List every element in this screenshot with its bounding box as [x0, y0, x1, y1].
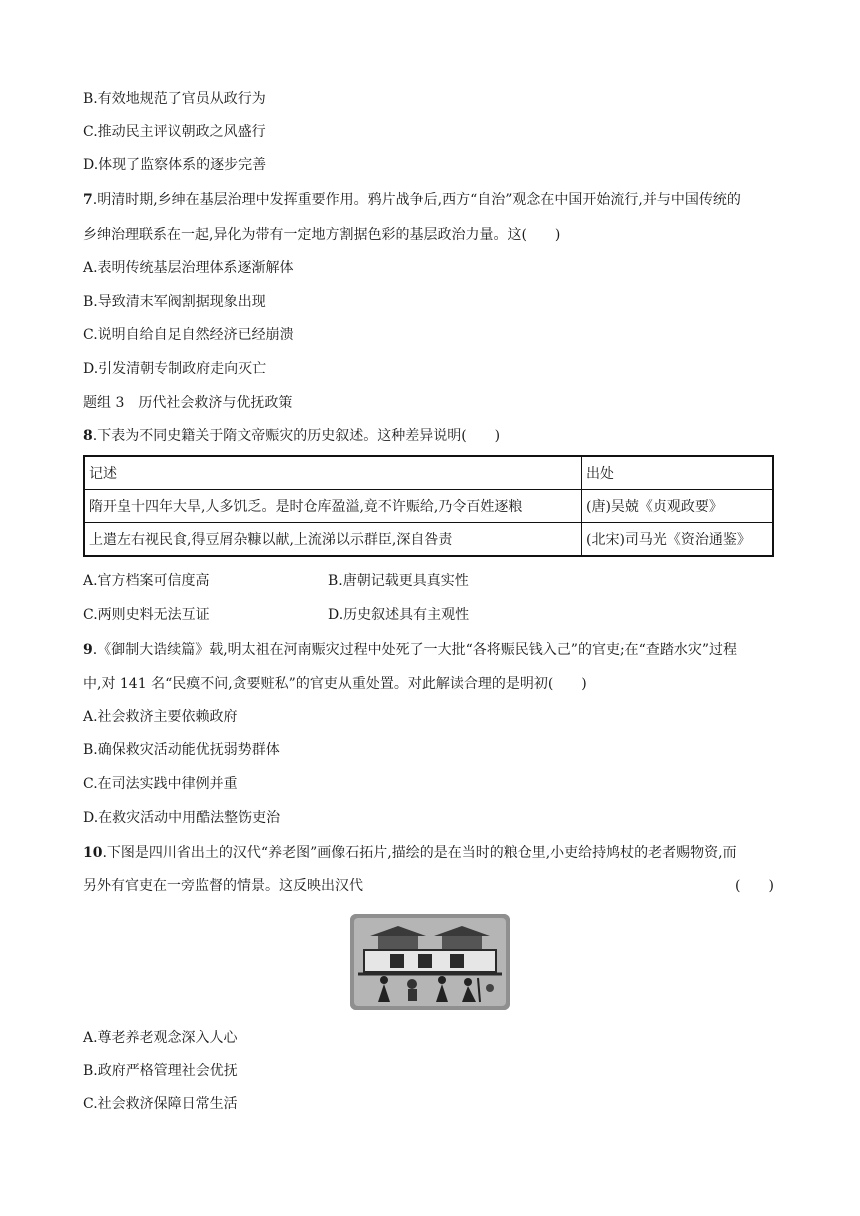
- q8-source-table: [83, 455, 774, 557]
- q8-option-a: A.官方档案可信度高: [83, 573, 210, 589]
- table-cell: (唐)吴兢《贞观政要》: [582, 490, 774, 523]
- q10-stem-line1: [83, 843, 737, 863]
- q8-stem-text: .下表为不同史籍关于隋文帝赈灾的历史叙述。这种差异说明( ): [92, 428, 501, 444]
- q7-stem-line2: 乡绅治理联系在一起,异化为带有一定地方割据色彩的基层政治力量。这( ): [83, 227, 561, 243]
- q7-option-c: C.说明自给自足自然经济已经崩溃: [83, 327, 294, 343]
- table-cell: 隋开皇十四年大旱,人多饥乏。是时仓库盈溢,竟不许赈给,乃令百姓逐粮: [84, 490, 582, 523]
- stone-rubbing-drawing: [350, 914, 510, 1010]
- table-cell: 上遣左右视民食,得豆屑杂糠以献,上流涕以示群臣,深自咎责: [84, 523, 582, 557]
- table-header-cell: 记述: [84, 456, 582, 490]
- q7-number: 7: [83, 192, 93, 208]
- q6-option-b: B.有效地规范了官员从政行为: [83, 91, 266, 107]
- q9-option-a: A.社会救济主要依赖政府: [83, 709, 238, 725]
- q8-number: 8: [83, 428, 93, 444]
- q10-number: 10: [83, 845, 103, 861]
- q8-stem: [83, 426, 500, 446]
- q10-option-c: C.社会救济保障日常生活: [83, 1096, 238, 1112]
- q9-stem-line2: 中,对 141 名“民瘼不问,贪要赃私”的官吏从重处置。对此解读合理的是明初( ): [83, 676, 587, 692]
- q7-stem-text: .明清时期,乡绅在基层治理中发挥重要作用。鸦片战争后,西方“自治”观念在中国开始流行,并与中国传统的: [92, 192, 741, 208]
- q8-option-d: D.历史叙述具有主观性: [328, 607, 470, 623]
- q9-option-b: B.确保救灾活动能优抚弱势群体: [83, 742, 280, 758]
- q9-number: 9: [83, 642, 93, 658]
- q10-stem-line2: 另外有官吏在一旁监督的情景。这反映出汉代: [83, 878, 363, 894]
- q8-option-b: B.唐朝记载更具真实性: [328, 573, 469, 589]
- q8-option-c: C.两则史料无法互证: [83, 607, 210, 623]
- q9-option-c: C.在司法实践中律例并重: [83, 776, 238, 792]
- table-row: [84, 490, 773, 523]
- q7-option-d: D.引发清朝专制政府走向灭亡: [83, 361, 267, 377]
- q7-stem-line1: [83, 190, 741, 210]
- q10-answer-bracket: ( ): [735, 878, 774, 894]
- group-title: 题组 3 历代社会救济与优抚政策: [83, 395, 293, 411]
- q7-option-a: A.表明传统基层治理体系逐渐解体: [83, 260, 294, 276]
- q10-option-a: A.尊老养老观念深入人心: [83, 1030, 238, 1046]
- q10-stem-text: .下图是四川省出土的汉代“养老图”画像石拓片,描绘的是在当时的粮仓里,小吏给持鸠杖的老者赐物资,而: [102, 845, 737, 861]
- table-header-row: [84, 456, 773, 490]
- q6-option-c: C.推动民主评议朝政之风盛行: [83, 124, 266, 140]
- table-cell: (北宋)司马光《资治通鉴》: [582, 523, 774, 557]
- q9-option-d: D.在救灾活动中用酷法整饬吏治: [83, 810, 281, 826]
- q10-option-b: B.政府严格管理社会优抚: [83, 1063, 238, 1079]
- table-header-cell: 出处: [582, 456, 774, 490]
- stone-rubbing-image: [350, 914, 510, 1010]
- q6-option-d: D.体现了监察体系的逐步完善: [83, 157, 267, 173]
- q9-stem-line1: [83, 640, 737, 660]
- q7-option-b: B.导致清末军阀割据现象出现: [83, 294, 266, 310]
- table-row: [84, 523, 773, 557]
- q9-stem-text: .《御制大诰续篇》载,明太祖在河南赈灾过程中处死了一大批“各将赈民钱入己”的官吏;在“查踏水灾”过程: [92, 642, 737, 658]
